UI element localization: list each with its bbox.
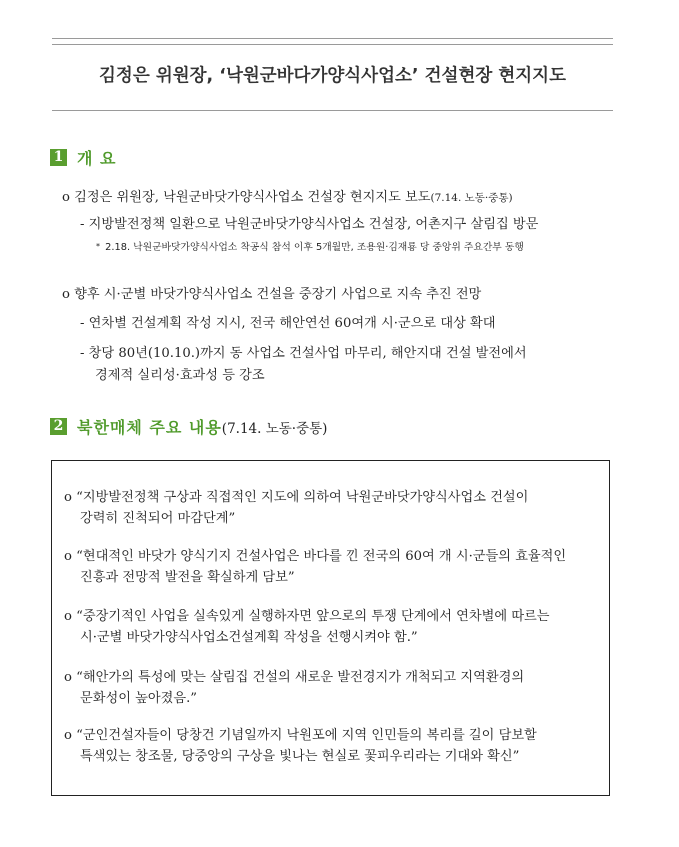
overview-note-1-text: 2.18. 낙원군바닷가양식사업소 착공식 참석 이후 5개월만, 조용원·김재룡 당 중앙위 주요간부 동행 <box>105 242 524 253</box>
overview-note-1 <box>96 239 524 253</box>
overview-bullet-2: o 향후 시·군별 바닷가양식사업소 건설을 중장기 사업으로 지속 추진 전망 <box>62 287 482 302</box>
quote-2-line-2: 진흥과 전망적 발전을 확실하게 담보” <box>80 570 295 585</box>
quote-4-line-2: 문화성이 높아졌음.” <box>80 691 198 706</box>
section-1-number: 1 <box>50 149 67 166</box>
top-double-rule-upper <box>52 38 613 39</box>
quote-3-line-2: 시·군별 바닷가양식사업소건설계획 작성을 선행시켜야 함.” <box>80 630 418 645</box>
top-double-rule-lower <box>52 44 613 45</box>
note-marker: * <box>96 242 100 251</box>
section-2-title: 북한매체 주요 내용 <box>77 418 222 437</box>
quote-1-line-1: o “지방발전정책 구상과 직접적인 지도에 의하여 낙원군바닷가양식사업소 건설이 <box>64 490 529 505</box>
overview-dash-3-line-1: - 창당 80년(10.10.)까지 동 사업소 건설사업 마무리, 해안지대 건설 발전에서 <box>80 346 527 361</box>
title-bottom-rule <box>52 110 613 111</box>
quote-5-line-2: 특색있는 창조물, 당중앙의 구상을 빛나는 현실로 꽃피우리라는 기대와 확신” <box>80 749 520 764</box>
quote-1-line-2: 강력히 진척되어 마감단계” <box>80 511 236 526</box>
overview-dash-3-line-2: 경제적 실리성·효과성 등 강조 <box>95 368 265 383</box>
page-title: 김정은 위원장, ‘낙원군바다가양식사업소’ 건설현장 현지지도 <box>99 66 566 86</box>
overview-bullet-1-text: o 김정은 위원장, 낙원군바닷가양식사업소 건설장 현지지도 보도 <box>62 190 431 205</box>
section-2-heading <box>50 415 327 438</box>
quote-2-line-1: o “현대적인 바닷가 양식기지 건설사업은 바다를 낀 전국의 60여 개 시·군들의 효율적인 <box>64 549 567 564</box>
overview-bullet-1 <box>62 186 513 205</box>
section-1-title: 개 요 <box>77 149 117 168</box>
overview-dash-1: - 지방발전정책 일환으로 낙원군바닷가양식사업소 건설장, 어촌지구 살림집 방문 <box>80 217 539 232</box>
section-2-number: 2 <box>50 418 67 435</box>
section-1-heading <box>50 146 116 169</box>
overview-dash-2: - 연차별 건설계획 작성 지시, 전국 해안연선 60여개 시·군으로 대상 확대 <box>80 316 496 331</box>
quote-3-line-1: o “중장기적인 사업을 실속있게 실행하자면 앞으로의 투쟁 단계에서 연차별에 따르는 <box>64 609 550 624</box>
overview-bullet-1-source: (7.14. 노동·중통) <box>430 192 513 204</box>
section-2-source: (7.14. 노동·중통) <box>221 420 328 437</box>
quote-4-line-1: o “해안가의 특성에 맞는 살림집 건설의 새로운 발전경지가 개척되고 지역환경의 <box>64 670 525 685</box>
quote-5-line-1: o “군인건설자들이 당창건 기념일까지 낙원포에 지역 인민들의 복리를 길이 담보할 <box>64 728 537 743</box>
